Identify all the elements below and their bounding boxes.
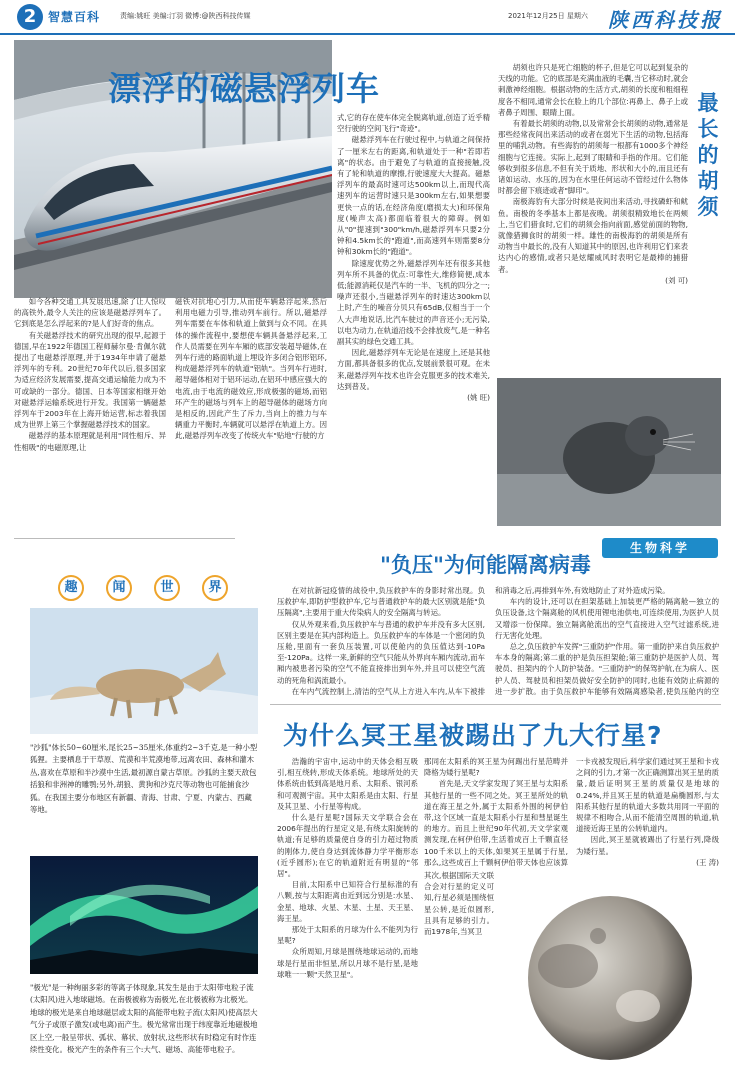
pluto-paragraph: 众所周知,月球是围绕地球运动的,而地球是行星而非恒星,所以月球不是行星,是地球唯一一颗"天然卫星"。 (277, 947, 418, 979)
np-paragraph: 在对抗新冠疫情的战役中,负压救护车的身影时常出现。负压救护车,即防护型救护车,它与普通救护车的最大区别就是能"负压隔离",主要用于重大传染病人的安全隔离与转运。 (277, 586, 485, 618)
whiskers-paragraph: 南极海豹有大部分时候是夜间出来活动,寻找磷虾和鱿鱼。南极的冬季基本上都是夜晚。胡须很精致地长在两颊上,当它们猎食时,它们的胡须会指向前面,感觉前面的物物,就像猎狮食时的胡须一样。雄性的南极海豹的胡须是所有动物当中最长的,没有人知道其中的原因,也许利用它们来表达内心的感情,或者只是炫耀威风时表明它是最棒的捕猎者。 (498, 197, 688, 274)
label-char: 趣 (58, 575, 84, 601)
aurora-caption: "极光"是一种绚丽多彩的等离子体现象,其发生是由于太阳带电粒子流(太阳风)进入地球磁场。在南极被称为南极光,在北极被称为北极光。地球的极光是来自地球磁层或太阳的高能带电粒子流(太阳风)使高层大气分子或原子激发(或电离)而产生。极光常常出现于纬度靠近地磁极地区上空,一般呈带状、弧状、幕状、放射状,这些形状有时稳定有时作连续性变化。极光产生的条件有三个:大气、磁场、高能带电粒子。 (30, 983, 258, 1055)
pluto-paragraph: 浩瀚的宇宙中,运动中的天体会相互吸引,相互绕转,形成天体系统。地球所处的天体系统由低到高是地月系、太阳系、银河系和可观测宇宙。其中太阳系是由太阳、行星及其卫星、小行星等构成。 (277, 757, 418, 811)
editors-line: 责编:姚旺 美编:汀羽 微博:@陕西科技传媒 (120, 12, 251, 20)
pluto-paragraph: 因此,冥王星就被踢出了行星行列,降级为矮行星。 (576, 835, 719, 856)
maglev-author: (姚 旺) (467, 393, 490, 403)
whiskers-title: 最长的胡须 (697, 91, 719, 219)
np-paragraph: 仅从外观来看,负压救护车与普通的救护车并没有多大区别,区别主要是在其内部构造上。负压救护车的车体是一个密闭的负压舱,里面有一套负压装置,可以使舱内的负压值达到-10Pa至-120Pa。这样一来,新鲜的空气只能从外界向车厢内流动,而车厢内被患者污染的空气不能直接排出到车外,并且可以使空气流动的死角和涡流最小。 (277, 619, 485, 685)
whiskers-paragraph: 有着最长胡须的动物,以及常常会长胡须的动物,通常是那些经常夜间出来活动的或者在弱光下生活的动物,包括海里的哺乳动物。有些海豹的胡须每一根都有1000多个神经细胞与它连接。实际上,起到了眼睛和手指的作用。它们能够收到很多信息,不但有关于质地、形状和大小的,而且还有诸如运动、水压的,因为在水里任何运动不管经过什么物体时都会留下痕迹或者"脚印"。 (498, 119, 688, 196)
negative-pressure-col-2 (495, 585, 719, 697)
header-rule (0, 33, 735, 35)
pluto-paragraph: 目前,太阳系中已知符合行星标准的有八颗,按与太阳距离由近到远分别是:水星、金星、地球、火星、木星、土星、天王星、海王星。 (277, 880, 418, 923)
section-divider (270, 704, 721, 705)
negative-pressure-col-1 (277, 585, 485, 697)
pluto-paragraph: 其次,根据国际天文联合会对行星的定义可知,行星必须是围绕恒星公转,是近似圆形,且具有足够的引力。而1978年,当冥卫 (424, 871, 494, 937)
pluto-col-2 (424, 756, 568, 868)
np-paragraph: 和消毒之后,再排到车外,有效地防止了对外造成污染。 (495, 586, 670, 595)
fun-world-label (58, 575, 236, 601)
label-char: 界 (202, 575, 228, 601)
column-name: 智慧百科 (48, 10, 101, 24)
pluto-paragraph: 首先是,天文学家发现了冥王星与太阳系其他行星的一些不同之处。冥王星所处的轨道在海王星之外,属于太阳系外围的柯伊伯带,这个区域一直是太阳系小行星和彗星诞生的地方。而且上世纪90年代初,天文学家观测发现,在柯伊伯带,生活着成百上千颗直径100千米以上的天体,如果冥王星属于行星,那么,这些成百上千颗柯伊伯带天体也应该算 (424, 779, 568, 867)
maglev-paragraph: 磁悬浮的基本原理就是利用"同性相斥、异性相吸"的电磁原理,让 (14, 431, 166, 452)
pluto-paragraph: 一卡戎被发现后,科学家们通过冥王星和卡戎之间的引力,才第一次正确测算出冥王星的质量,最后证明冥王星的质量仅是地球的0.24%,并且冥王星的轨道是扁椭圆形,与太阳系其他行星的轨道大多数共用同一平面的规律不相吻合,从而不能清空周围的轨道,轨道接近海王星的公转轨道内。 (576, 757, 719, 834)
maglev-paragraph: 式,它的存在使车体完全脱离轨道,创造了近乎精空行驶的空间飞行"奇迹"。 (337, 113, 490, 134)
maglev-title: 漂浮的磁悬浮列车 (108, 69, 380, 108)
maglev-col-2 (175, 296, 327, 518)
pluto-author: (王 涛) (696, 857, 719, 867)
whiskers-text (498, 62, 688, 374)
biology-badge: 生物科学 (602, 538, 718, 558)
maglev-paragraph: 磁悬浮列车在行驶过程中,与轨道之间保持了一厘米左右的距离,和轨道处于一种"若即若离"的状态。由于避免了与轨道的直接接触,没有了轮和轨道的摩擦,行驶速度大大提高。磁悬浮列车的最高时速可达500km以上,而现代高速列车的运营时速只是300km左右,如果想要更快一点的话,在经济角度(磨损太大)和环保角度(噪声太高)都面临着很大的障碍。例如从"0"提速到"300"km/h,磁悬浮列车只要2分钟和4.5km长的"跑道",而高速列车则需要8分钟和30km长的"跑道"。 (337, 135, 490, 257)
page-number: 2 (17, 4, 43, 30)
section-divider (14, 538, 235, 539)
maglev-paragraph: 因此,磁悬浮列车无论是在速度上,还是其他方面,都具备很多的优点,发展前景很可观。在未来,磁悬浮列车技术也许会克服更多的技术难关,达到普及。 (337, 348, 490, 391)
pluto-photo (498, 886, 720, 1066)
pluto-col-2b (424, 870, 494, 1068)
np-paragraph: 总之,负压救护车发挥"三重防护"作用。第一重防护来自负压救护车本身的隔离;第二重的护是负压担架舱;第三重防护是医护人员、驾驶员、担架内的个人防护装备。"三重防护"的保驾护航,在为病人、医护人员、驾驶员和担架员做好安全防护的同时,也能有效防止病源的进一步扩散。由于负压救护车能够有效隔离感染者,使负压舱内的空 (495, 642, 719, 696)
negative-pressure-title: "负压"为何能隔离病毒 (380, 553, 591, 577)
pluto-col-1 (277, 756, 418, 1068)
fox-caption: "沙狐"体长50~60厘米,尾长25~35厘米,体重约2~3千克,是一种小型狐狸。主要栖息于干草原、荒漠和半荒漠地带,远离农田、森林和灌木丛,喜欢在草原和半沙漠中生活,最初源自蒙古草原。沙狐的主要天敌包括狼和非洲神的雕鹗;另外,胡狼、黄狗和沙克尺等动物也可能捕食沙狐。在我国主要分布地区有新疆、青海、甘肃、宁夏、内蒙古、西藏等地。 (30, 743, 258, 815)
maglev-paragraph: 除速度优势之外,磁悬浮列车还有很多其他列车所不具备的优点:可靠性大,维修简便,成本低;能源消耗仅是汽车的一半、飞机的四分之一;噪声还很小,当磁悬浮列车的时速达300km以上时,产生的噪音分贝只有65dB,仅相当于一个人大声地说话,比汽车驶过的声音还小;无污染,以电为动力,在轨道沿线不会排放废气,是一种名副其实的绿色交通工具。 (337, 258, 490, 347)
maglev-col-3 (337, 112, 490, 530)
pluto-paragraph: 那处于太阳系的月球为什么不能列为行星呢? (277, 925, 418, 946)
np-paragraph: 在车内气流控制上,清洁的空气从上方进入车内,从车下被排 (291, 686, 485, 696)
masthead: 陕西科技报 (608, 8, 723, 32)
pluto-paragraph: 那同在太阳系的冥王星为何踢出行星范畴并降格为矮行星呢? (424, 757, 568, 778)
pluto-title: 为什么冥王星被踢出了九大行星? (283, 721, 663, 750)
label-char: 闻 (106, 575, 132, 601)
issue-date: 2021年12月25日 星期六 (508, 12, 588, 20)
maglev-paragraph: 如今各种交通工具发展迅速,除了让人惊叹的高铁外,最令人关注的应该是磁悬浮列车了。它到底是怎么浮起来的?是人们好奇的焦点。 (14, 297, 166, 329)
label-char: 世 (154, 575, 180, 601)
aurora-photo (30, 856, 258, 974)
pluto-paragraph: 什么是行星呢?国际天文学联合会在2006年提出的行星定义是,有绕太阳旋转的轨道;有足够的质量使自身的引力超过物质的刚体力,使自身达到流体静力学平衡形态(近乎圆形);在它的轨道附近有明显的"邻居"。 (277, 813, 418, 879)
pluto-col-3 (576, 756, 719, 884)
fox-photo (30, 608, 258, 734)
maglev-paragraph: 有关磁悬浮技术的研究出现的很早,起源于德国,早在1922年德国工程师赫尔曼·肯佩尔就提出了电磁悬浮原理,并于1934年申请了磁悬浮列车的专利。20世纪70年代以后,很多国家为适应经济发展需要,提高交通运输能力成为不可或缺的一部分。德国、日本等国家相继开始对磁悬浮运输系统进行开发。我国第一辆磁悬浮列车于2003年在上海开始运营,标志着我国成为世界上第三个掌握磁悬浮技术的国家。 (14, 330, 166, 430)
maglev-col-1 (14, 296, 166, 518)
whiskers-paragraph: 胡须也许只是死亡细胞的杯子,但是它可以起到复杂的天线的功能。它的底部是充满血液的毛囊,当它移动时,就会刺激神经细胞。根据动物的生活方式,胡须的长度和粗细程度各不相同,通常会长在脸上的几个部位:再鼻上、鼻子上或者鼻子周围、眼睛上面。 (498, 63, 688, 117)
maglev-paragraph: 磁铁对抗地心引力,从而使车辆悬浮起来,然后利用电磁力引导,推动列车前行。所以,磁悬浮列车需要在车体和轨道上做到与众不同。在具体的操作流程中,要想使车辆具备悬浮起来,工作人员需要在列车车厢的底部安装超导磁体,在列车行进的路面轨道上埋设许多闭合铝形铝环,构成磁悬浮列车的轨道"铝轨"。当列车行进时,超导磁体相对于铝环运动,在铝环中感应强大的电流,由于电流的磁效应,形成极强的磁场,而铝环产生的磁场与列车上的超导磁体的磁场方向是相反的,因此产生了斥力,当向上的推力与车辆重力平衡时,车辆就可以悬浮在轨道上方。因此,磁悬浮列车改变了传统火车"贴地"行驶的方 (175, 297, 327, 441)
np-paragraph: 车内的设计,还可以在担架基础上加装更严格的隔离舱—独立的负压设备,这个隔离舱的风机使用锂电池供电,可连续使用,为医护人员又增添一份保障。独立隔离舱流出的空气直接进入空气过滤系统,进行无害化处理。 (495, 597, 719, 640)
seal-photo (497, 378, 721, 526)
whiskers-author: (刘 可) (665, 275, 688, 285)
